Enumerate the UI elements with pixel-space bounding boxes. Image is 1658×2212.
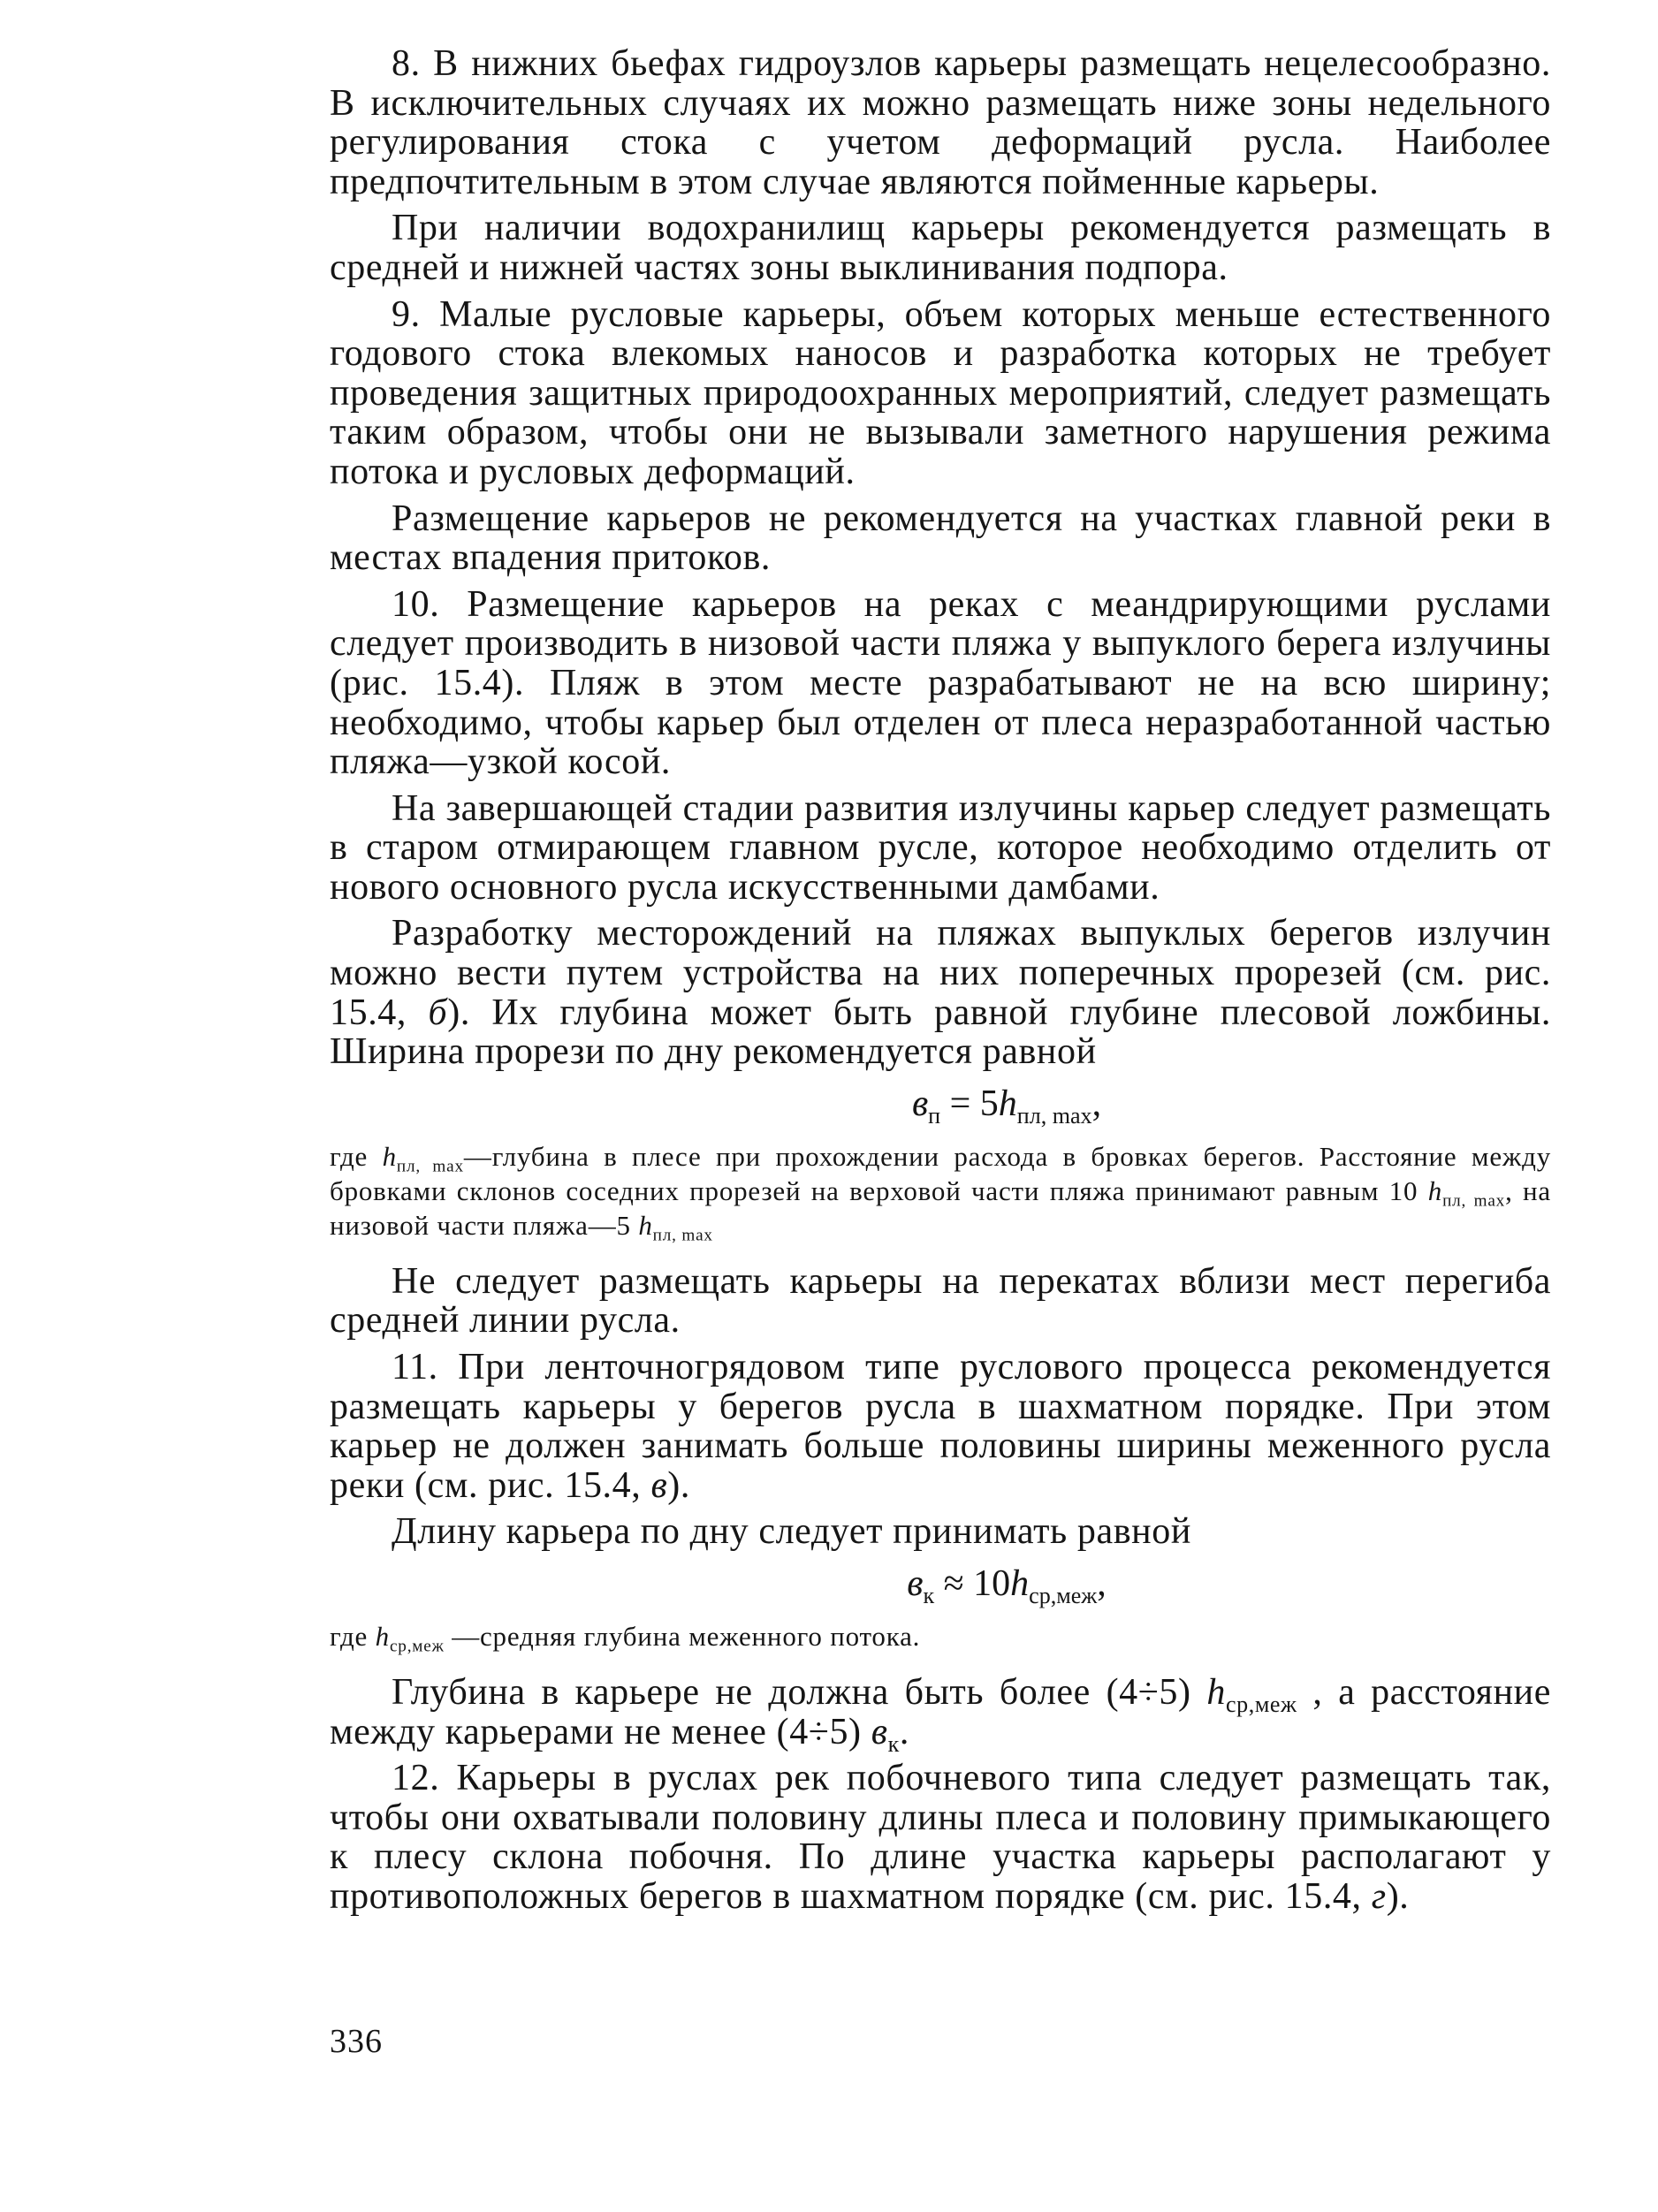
paragraph-11-depth [330, 1672, 1551, 1757]
paragraph-11 [330, 1348, 1551, 1505]
text-run: . [899, 1711, 909, 1752]
figure-ref-b: б [428, 992, 448, 1033]
symbol-h: h [382, 1140, 397, 1172]
formula-variable: h [998, 1083, 1017, 1124]
page-number: 336 [330, 2023, 383, 2060]
symbol-subscript: ср,меж [1225, 1691, 1297, 1718]
formula-operator: ≈ 10 [934, 1563, 1011, 1604]
text-run: , а расстояние между карьерами не менее (4÷5) [330, 1672, 1551, 1752]
formula-cut-width [330, 1084, 1551, 1127]
formula-lhs: в [907, 1563, 924, 1604]
formula-lhs-subscript: к [923, 1583, 935, 1609]
text-run: 12. Карьеры в руслах рек побочневого типа следует размещать так, чтобы они охватывали половину длины плеса и половину примыкающего к плесу склона побочня. По длине участка карьеры располагают у противоположных берегов в шахматном порядке (см. рис. 15.4, [330, 1758, 1551, 1917]
formula-end: , [1091, 1083, 1102, 1124]
paragraph-10-riffles: Не следует размещать карьеры на перекатах вблизи мест перегиба средней линии русла. [330, 1260, 1551, 1342]
paragraph-11-length: Длину карьера по дну следует принимать равной [392, 1511, 1191, 1553]
symbol-subscript: к [887, 1730, 900, 1757]
figure-ref-g: г [1371, 1875, 1387, 1917]
formula-variable-subscript: пл, max [1016, 1102, 1092, 1129]
formula-end: , [1097, 1563, 1107, 1604]
formula-operator: = 5 [940, 1083, 999, 1124]
text-run: —глубина в плесе при прохождении расхода в бровках берегов. Расстояние между бровками склонов соседних прорезей на верховой части пляжа принимают равным 10 [330, 1140, 1552, 1206]
formula-variable-subscript: ср,меж [1029, 1583, 1098, 1609]
text-run: ). [1386, 1875, 1410, 1917]
text-run: ). [667, 1464, 690, 1506]
formula-note-2 [330, 1619, 1551, 1656]
text-run: —средняя глубина меженного потока. [444, 1621, 921, 1652]
symbol-subscript: пл, max [396, 1157, 464, 1176]
paragraph-10: 10. Размещение карьеров на реках с меандрирующими руслами следует производить в низовой части пляжа у выпуклого берега излучины (рис. 15.4). Пляж в этом месте разрабатывают не на всю ширину; необходимо, чтобы карьер был отделен от плеса неразработанной частью пляжа—узкой косой. [330, 583, 1551, 783]
symbol-v: в [871, 1711, 888, 1752]
formula-lhs: в [911, 1083, 929, 1124]
paragraph-10-cuts [330, 914, 1551, 1071]
text-run: , на низовой части пляжа—5 [330, 1174, 1551, 1241]
symbol-subscript: ср,меж [389, 1637, 445, 1656]
figure-ref-v: в [650, 1464, 668, 1506]
symbol-h: h [1206, 1672, 1226, 1713]
text-run: Разработку месторождений на пляжах выпуклых берегов излучин можно вести путем устройства на них поперечных прорезей (см. рис. 15.4, [330, 913, 1551, 1033]
formula-lhs-subscript: п [928, 1102, 941, 1129]
paragraph-9-tributaries: Размещение карьеров не рекомендуется на участках главной реки в местах впадения притоков. [330, 498, 1551, 579]
text-run: ). Их глубина может быть равной глубине плесовой ложбины. Ширина прорези по дну рекомендуется равной [330, 992, 1551, 1073]
formula-note-1 [330, 1139, 1551, 1243]
paragraph-12 [330, 1759, 1551, 1916]
symbol-h: h [375, 1621, 390, 1652]
paragraph-8: 8. В нижних бьефах гидроузлов карьеры размещать нецелесообразно. В исключительных случаях их можно размещать ниже зоны недельного регулирования стока с учетом деформаций русла. Наиболее предпочтительным в этом случае являются пойменные карьеры. [330, 43, 1551, 202]
paragraph-8-reservoirs: При наличии водохранилищ карьеры рекомендуется размещать в средней и нижней частях зоны выклинивания подпора. [330, 208, 1551, 288]
text-run: Глубина в карьере не должна быть более (4÷5) [392, 1672, 1207, 1713]
paragraph-9: 9. Малые русловые карьеры, объем которых меньше естественного годового стока влекомых наносов и разработка которых не требует проведения защитных природоохранных мероприятий, следует размещать таким образом, чтобы они не вызывали заметного нарушения режима потока и русловых деформаций. [330, 293, 1551, 492]
formula-pit-length [330, 1564, 1551, 1607]
text-run: 11. При ленточногрядовом типе руслового процесса рекомендуется размещать карьеры у берегов русла в шахматном порядке. При этом карьер не должен занимать больше половины ширины меженного русла реки (см. рис. 15.4, [330, 1347, 1551, 1506]
symbol-subscript: пл, max [1442, 1191, 1506, 1211]
symbol-h: h [638, 1209, 653, 1241]
text-run: где [330, 1140, 383, 1172]
symbol-h: h [1427, 1174, 1443, 1206]
paragraph-10-final-stage: На завершающей стадии развития излучины карьер следует размещать в старом отмирающем главном русле, которое необходимо отделить от нового основного русла искусственными дамбами. [330, 787, 1551, 908]
formula-variable: h [1010, 1563, 1030, 1604]
text-column [330, 44, 1551, 1917]
symbol-subscript: пл, max [652, 1226, 713, 1245]
text-run: где [330, 1621, 376, 1652]
